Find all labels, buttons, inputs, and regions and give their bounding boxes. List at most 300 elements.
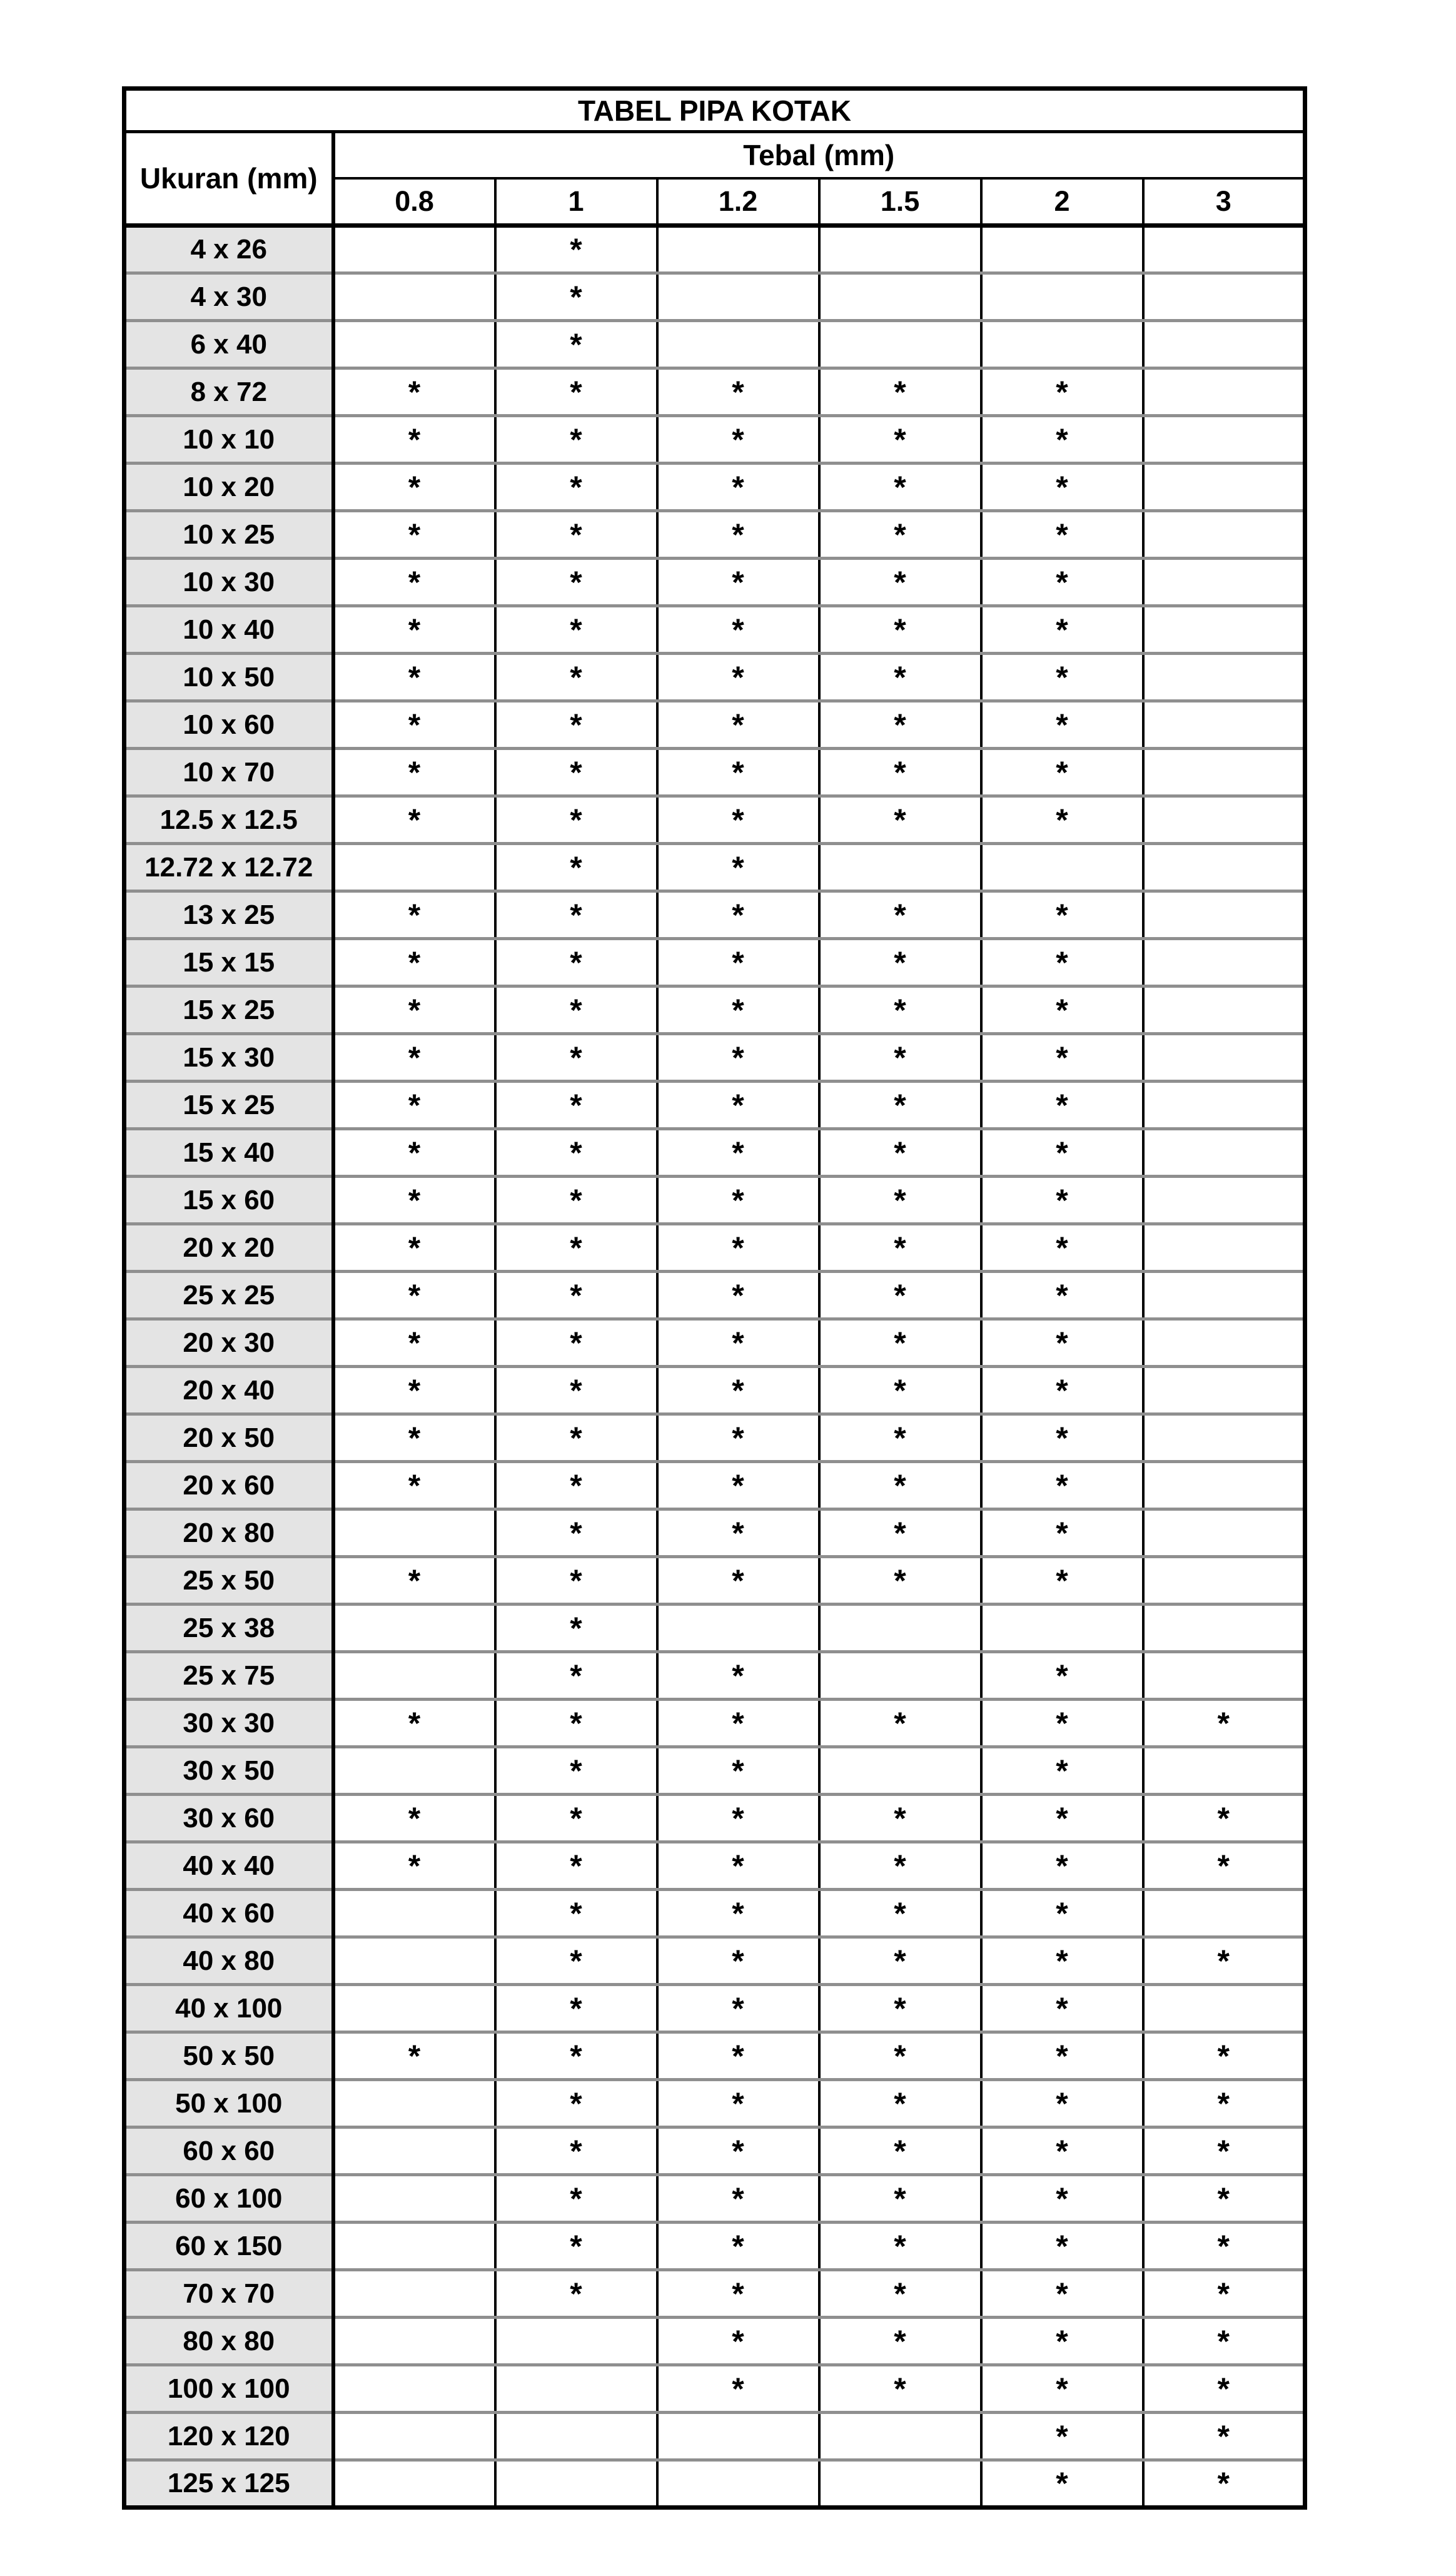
availability-cell: *: [333, 1082, 495, 1129]
table-row: [124, 1509, 1305, 1557]
table-row: [124, 1557, 1305, 1605]
availability-cell: *: [819, 1272, 981, 1319]
availability-cell: *: [495, 939, 657, 986]
availability-cell: [1143, 606, 1305, 654]
availability-cell: *: [981, 2318, 1143, 2365]
availability-cell: *: [495, 1937, 657, 1985]
availability-cell: *: [819, 1319, 981, 1367]
availability-cell: [1143, 1177, 1305, 1224]
availability-cell: [1143, 1557, 1305, 1605]
availability-cell: *: [819, 464, 981, 511]
availability-cell: [333, 2175, 495, 2223]
size-label: 25 x 50: [124, 1557, 333, 1605]
availability-cell: [819, 1605, 981, 1652]
availability-cell: [333, 321, 495, 368]
availability-cell: *: [981, 1272, 1143, 1319]
pipa-kotak-table: [122, 86, 1307, 2510]
table-row: [124, 1224, 1305, 1272]
table-row: [124, 321, 1305, 368]
availability-cell: *: [657, 2175, 819, 2223]
availability-cell: [1143, 986, 1305, 1034]
size-label: 12.72 x 12.72: [124, 844, 333, 891]
availability-cell: *: [495, 226, 657, 273]
availability-cell: *: [819, 2365, 981, 2413]
availability-cell: [333, 2413, 495, 2460]
availability-cell: *: [819, 1462, 981, 1509]
table-title: TABEL PIPA KOTAK: [124, 89, 1305, 132]
availability-cell: *: [495, 2080, 657, 2127]
availability-cell: *: [657, 1129, 819, 1177]
table-row: [124, 2127, 1305, 2175]
size-label: 60 x 100: [124, 2175, 333, 2223]
table-row: [124, 559, 1305, 606]
size-label: 10 x 10: [124, 416, 333, 464]
availability-cell: *: [1143, 1937, 1305, 1985]
availability-cell: *: [1143, 2032, 1305, 2080]
availability-cell: *: [495, 1842, 657, 1890]
availability-cell: *: [495, 844, 657, 891]
availability-cell: *: [819, 416, 981, 464]
availability-cell: *: [657, 2270, 819, 2318]
availability-cell: *: [1143, 1700, 1305, 1747]
availability-cell: *: [495, 559, 657, 606]
availability-cell: [1143, 464, 1305, 511]
availability-cell: *: [333, 1462, 495, 1509]
table-row: [124, 1462, 1305, 1509]
availability-cell: *: [657, 749, 819, 796]
table-row: [124, 1700, 1305, 1747]
availability-cell: *: [819, 559, 981, 606]
availability-cell: *: [495, 986, 657, 1034]
availability-cell: [1143, 226, 1305, 273]
availability-cell: [981, 273, 1143, 321]
availability-cell: *: [1143, 2413, 1305, 2460]
size-label: 60 x 150: [124, 2223, 333, 2270]
availability-cell: [1143, 796, 1305, 844]
availability-cell: [1143, 1034, 1305, 1082]
availability-cell: *: [819, 1224, 981, 1272]
table-row: [124, 749, 1305, 796]
table-row: [124, 464, 1305, 511]
availability-cell: [1143, 559, 1305, 606]
availability-cell: *: [657, 1367, 819, 1414]
availability-cell: *: [333, 511, 495, 559]
table-row: [124, 1272, 1305, 1319]
availability-cell: *: [1143, 2270, 1305, 2318]
availability-cell: *: [657, 559, 819, 606]
availability-cell: *: [657, 1319, 819, 1367]
availability-cell: *: [495, 1795, 657, 1842]
table-row: [124, 1795, 1305, 1842]
availability-cell: *: [333, 796, 495, 844]
size-label: 4 x 30: [124, 273, 333, 321]
availability-cell: [819, 2460, 981, 2508]
size-label: 10 x 60: [124, 701, 333, 749]
availability-cell: *: [819, 939, 981, 986]
availability-cell: *: [981, 2080, 1143, 2127]
size-label: 10 x 40: [124, 606, 333, 654]
availability-cell: *: [495, 416, 657, 464]
availability-cell: [981, 226, 1143, 273]
table-row: [124, 1319, 1305, 1367]
availability-cell: [333, 2080, 495, 2127]
availability-cell: *: [495, 1367, 657, 1414]
availability-cell: *: [981, 2413, 1143, 2460]
table-row: [124, 226, 1305, 273]
availability-cell: [1143, 1605, 1305, 1652]
availability-cell: *: [819, 2223, 981, 2270]
availability-cell: *: [657, 1700, 819, 1747]
availability-cell: *: [333, 939, 495, 986]
size-label: 15 x 40: [124, 1129, 333, 1177]
availability-cell: *: [981, 1842, 1143, 1890]
availability-cell: *: [981, 701, 1143, 749]
availability-cell: *: [657, 986, 819, 1034]
availability-cell: *: [819, 511, 981, 559]
availability-cell: *: [495, 1082, 657, 1129]
availability-cell: [333, 273, 495, 321]
availability-cell: *: [495, 2032, 657, 2080]
size-label: 20 x 20: [124, 1224, 333, 1272]
availability-cell: [1143, 749, 1305, 796]
availability-cell: *: [1143, 1842, 1305, 1890]
availability-cell: *: [1143, 2127, 1305, 2175]
size-label: 15 x 30: [124, 1034, 333, 1082]
availability-cell: *: [819, 2080, 981, 2127]
availability-cell: *: [981, 2270, 1143, 2318]
size-label: 40 x 60: [124, 1890, 333, 1937]
availability-cell: *: [981, 1700, 1143, 1747]
availability-cell: [1143, 416, 1305, 464]
availability-cell: *: [495, 1747, 657, 1795]
availability-cell: [657, 273, 819, 321]
size-label: 20 x 80: [124, 1509, 333, 1557]
availability-cell: *: [657, 1557, 819, 1605]
size-label: 25 x 25: [124, 1272, 333, 1319]
availability-cell: *: [981, 559, 1143, 606]
availability-cell: *: [657, 939, 819, 986]
size-label: 25 x 75: [124, 1652, 333, 1700]
availability-cell: [1143, 1462, 1305, 1509]
table-row: [124, 939, 1305, 986]
size-label: 10 x 50: [124, 654, 333, 701]
table-row: [124, 2270, 1305, 2318]
availability-cell: *: [333, 1842, 495, 1890]
availability-cell: *: [495, 1557, 657, 1605]
availability-cell: *: [495, 368, 657, 416]
size-label: 70 x 70: [124, 2270, 333, 2318]
table-row: [124, 2318, 1305, 2365]
availability-cell: *: [657, 891, 819, 939]
availability-cell: [1143, 1652, 1305, 1700]
availability-cell: *: [495, 1890, 657, 1937]
availability-cell: *: [981, 2365, 1143, 2413]
availability-cell: [819, 273, 981, 321]
availability-cell: [981, 844, 1143, 891]
availability-cell: [333, 226, 495, 273]
availability-cell: *: [1143, 2080, 1305, 2127]
availability-cell: *: [981, 891, 1143, 939]
availability-cell: *: [981, 986, 1143, 1034]
availability-cell: *: [981, 2032, 1143, 2080]
availability-cell: *: [819, 606, 981, 654]
size-label: 15 x 60: [124, 1177, 333, 1224]
availability-cell: *: [333, 1557, 495, 1605]
size-label: 50 x 100: [124, 2080, 333, 2127]
availability-cell: *: [981, 1795, 1143, 1842]
availability-cell: *: [819, 749, 981, 796]
availability-cell: *: [819, 986, 981, 1034]
availability-cell: *: [495, 1414, 657, 1462]
availability-cell: [1143, 1129, 1305, 1177]
availability-cell: *: [657, 606, 819, 654]
availability-cell: *: [657, 1224, 819, 1272]
table-row: [124, 1605, 1305, 1652]
availability-cell: *: [333, 986, 495, 1034]
availability-cell: *: [657, 1082, 819, 1129]
availability-cell: *: [333, 1367, 495, 1414]
availability-cell: *: [657, 1652, 819, 1700]
availability-cell: *: [657, 1177, 819, 1224]
availability-cell: *: [981, 1082, 1143, 1129]
availability-cell: [1143, 1890, 1305, 1937]
availability-cell: *: [495, 701, 657, 749]
availability-cell: *: [333, 749, 495, 796]
availability-cell: *: [657, 1890, 819, 1937]
availability-cell: [333, 2365, 495, 2413]
availability-cell: *: [333, 2032, 495, 2080]
table-row: [124, 1747, 1305, 1795]
availability-cell: *: [495, 2175, 657, 2223]
table-row: [124, 2223, 1305, 2270]
availability-cell: *: [495, 654, 657, 701]
availability-cell: *: [657, 2080, 819, 2127]
availability-cell: *: [657, 368, 819, 416]
availability-cell: [819, 226, 981, 273]
availability-cell: *: [657, 2127, 819, 2175]
size-label: 10 x 70: [124, 749, 333, 796]
thickness-group-header: Tebal (mm): [333, 132, 1305, 179]
size-column-header: Ukuran (mm): [124, 132, 333, 226]
table-row: [124, 2080, 1305, 2127]
availability-cell: *: [1143, 2175, 1305, 2223]
availability-cell: *: [819, 1842, 981, 1890]
table-row: [124, 1414, 1305, 1462]
availability-cell: *: [495, 606, 657, 654]
availability-cell: [1143, 1272, 1305, 1319]
availability-cell: [333, 2223, 495, 2270]
availability-cell: *: [981, 2223, 1143, 2270]
size-label: 20 x 30: [124, 1319, 333, 1367]
availability-cell: *: [819, 2032, 981, 2080]
size-label: 20 x 50: [124, 1414, 333, 1462]
availability-cell: *: [333, 701, 495, 749]
table-row: [124, 1034, 1305, 1082]
availability-cell: *: [981, 1937, 1143, 1985]
availability-cell: *: [657, 511, 819, 559]
table-row: [124, 2175, 1305, 2223]
availability-cell: [1143, 1224, 1305, 1272]
size-label: 60 x 60: [124, 2127, 333, 2175]
availability-cell: [333, 1937, 495, 1985]
table-row: [124, 1890, 1305, 1937]
availability-cell: *: [495, 1985, 657, 2032]
availability-cell: *: [495, 1700, 657, 1747]
availability-cell: *: [981, 1177, 1143, 1224]
size-label: 80 x 80: [124, 2318, 333, 2365]
size-label: 20 x 40: [124, 1367, 333, 1414]
availability-cell: [1143, 1319, 1305, 1367]
size-label: 120 x 120: [124, 2413, 333, 2460]
availability-cell: [333, 2270, 495, 2318]
availability-cell: [333, 2318, 495, 2365]
table-row: [124, 2460, 1305, 2508]
availability-cell: [1143, 273, 1305, 321]
availability-cell: *: [981, 1462, 1143, 1509]
size-label: 15 x 25: [124, 1082, 333, 1129]
table-row: [124, 1082, 1305, 1129]
availability-cell: [1143, 1509, 1305, 1557]
availability-cell: *: [1143, 2318, 1305, 2365]
availability-cell: *: [333, 416, 495, 464]
availability-cell: *: [333, 1034, 495, 1082]
availability-cell: *: [981, 1652, 1143, 1700]
availability-cell: *: [1143, 1795, 1305, 1842]
size-label: 10 x 30: [124, 559, 333, 606]
availability-cell: *: [657, 464, 819, 511]
title-row: [124, 89, 1305, 132]
size-label: 15 x 15: [124, 939, 333, 986]
availability-cell: *: [981, 416, 1143, 464]
availability-cell: *: [495, 2270, 657, 2318]
table-row: [124, 2413, 1305, 2460]
availability-cell: *: [981, 1557, 1143, 1605]
availability-cell: [333, 1652, 495, 1700]
availability-cell: *: [981, 1129, 1143, 1177]
size-label: 10 x 20: [124, 464, 333, 511]
thickness-header-3: 3: [1143, 178, 1305, 226]
table-row: [124, 654, 1305, 701]
availability-cell: [1143, 891, 1305, 939]
availability-cell: *: [981, 2460, 1143, 2508]
availability-cell: [1143, 939, 1305, 986]
availability-cell: *: [333, 368, 495, 416]
availability-cell: *: [657, 1414, 819, 1462]
availability-cell: *: [819, 1082, 981, 1129]
availability-cell: [1143, 654, 1305, 701]
availability-cell: *: [819, 1985, 981, 2032]
size-label: 40 x 40: [124, 1842, 333, 1890]
table-row: [124, 1937, 1305, 1985]
availability-cell: *: [657, 1985, 819, 2032]
table-row: [124, 1652, 1305, 1700]
availability-cell: *: [819, 1509, 981, 1557]
availability-cell: *: [981, 1319, 1143, 1367]
availability-cell: *: [657, 1034, 819, 1082]
availability-cell: [819, 1747, 981, 1795]
availability-cell: *: [495, 1129, 657, 1177]
availability-cell: *: [981, 1985, 1143, 2032]
size-label: 30 x 60: [124, 1795, 333, 1842]
availability-cell: *: [981, 749, 1143, 796]
availability-cell: [495, 2460, 657, 2508]
availability-cell: *: [657, 701, 819, 749]
availability-cell: *: [333, 464, 495, 511]
availability-cell: *: [981, 1509, 1143, 1557]
availability-cell: *: [981, 2175, 1143, 2223]
size-label: 30 x 30: [124, 1700, 333, 1747]
availability-cell: *: [495, 321, 657, 368]
availability-cell: *: [819, 2175, 981, 2223]
availability-cell: *: [657, 2318, 819, 2365]
availability-cell: [819, 2413, 981, 2460]
thickness-header-2: 2: [981, 178, 1143, 226]
table-row: [124, 1985, 1305, 2032]
availability-cell: *: [819, 1034, 981, 1082]
availability-cell: *: [657, 2365, 819, 2413]
availability-cell: *: [333, 1319, 495, 1367]
availability-cell: [981, 321, 1143, 368]
availability-cell: *: [819, 2127, 981, 2175]
availability-cell: *: [981, 1414, 1143, 1462]
availability-cell: *: [657, 796, 819, 844]
availability-cell: *: [819, 1937, 981, 1985]
availability-cell: *: [657, 1842, 819, 1890]
availability-cell: *: [495, 2223, 657, 2270]
availability-cell: *: [981, 654, 1143, 701]
size-label: 20 x 60: [124, 1462, 333, 1509]
availability-cell: *: [333, 891, 495, 939]
availability-cell: *: [819, 2318, 981, 2365]
availability-cell: *: [981, 606, 1143, 654]
availability-cell: *: [819, 1700, 981, 1747]
availability-cell: *: [657, 654, 819, 701]
availability-cell: *: [819, 796, 981, 844]
availability-cell: [333, 2460, 495, 2508]
availability-cell: *: [981, 2127, 1143, 2175]
table-row: [124, 1177, 1305, 1224]
availability-cell: *: [333, 1795, 495, 1842]
availability-cell: [657, 1605, 819, 1652]
availability-cell: [333, 844, 495, 891]
availability-cell: *: [333, 1700, 495, 1747]
availability-cell: *: [333, 1414, 495, 1462]
table-row: [124, 2365, 1305, 2413]
size-label: 4 x 26: [124, 226, 333, 273]
availability-cell: [1143, 321, 1305, 368]
availability-cell: *: [495, 1605, 657, 1652]
availability-cell: *: [657, 416, 819, 464]
thickness-header-0.8: 0.8: [333, 178, 495, 226]
availability-cell: [495, 2413, 657, 2460]
availability-cell: *: [495, 1462, 657, 1509]
availability-cell: *: [657, 2223, 819, 2270]
availability-cell: *: [657, 1795, 819, 1842]
table-row: [124, 1367, 1305, 1414]
availability-cell: [1143, 1747, 1305, 1795]
size-label: 100 x 100: [124, 2365, 333, 2413]
availability-cell: *: [495, 796, 657, 844]
availability-cell: *: [981, 1747, 1143, 1795]
availability-cell: *: [657, 1937, 819, 1985]
table-row: [124, 416, 1305, 464]
availability-cell: [333, 1605, 495, 1652]
availability-cell: [657, 226, 819, 273]
availability-cell: [1143, 844, 1305, 891]
availability-cell: *: [657, 2032, 819, 2080]
availability-cell: *: [657, 1272, 819, 1319]
availability-cell: *: [495, 1272, 657, 1319]
